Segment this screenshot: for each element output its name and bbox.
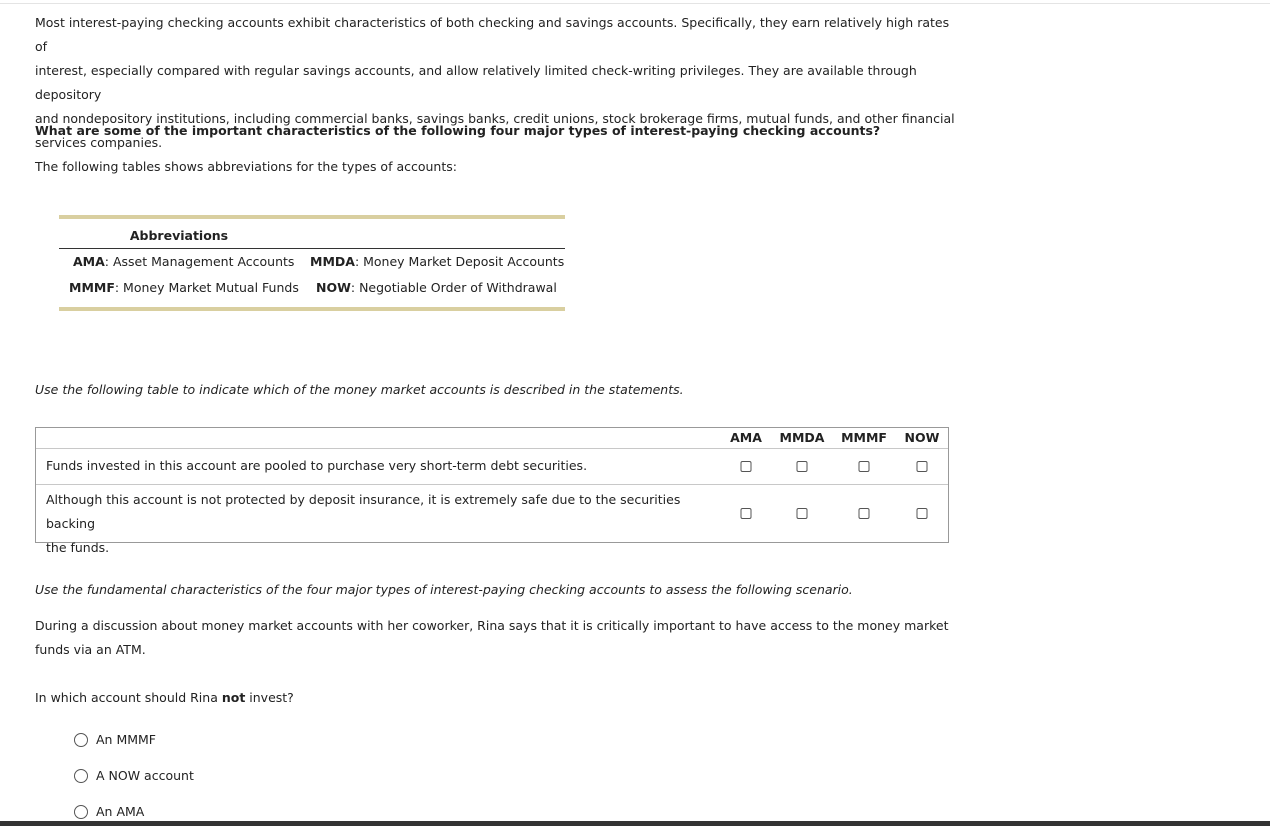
statement-2-line-1: Although this account is not protected by deposit insurance, it is extremely safe due to the securities backing: [46, 492, 681, 531]
question-heading: What are some of the important characteristics of the following four major types of interest-paying checking accounts?: [35, 123, 881, 138]
question-prompt: In which account should Rina not invest?: [35, 690, 294, 705]
column-header-now: NOW: [904, 430, 940, 445]
abbreviation-key: MMDA: [310, 254, 355, 269]
radio-button[interactable]: [74, 805, 88, 819]
statement-1: Funds invested in this account are pooled to purchase very short-term debt securities.: [46, 458, 588, 473]
bottom-bar: [0, 821, 1270, 826]
abbreviation-mmmf: MMMF: Money Market Mutual Funds: [69, 280, 299, 295]
statement-2-line-2: the funds.: [46, 540, 110, 555]
abbreviation-ama: AMA: Asset Management Accounts: [73, 254, 295, 269]
prompt-emphasis: not: [221, 690, 246, 705]
column-header-mmmf: MMMF: [841, 430, 887, 445]
intro-line-4: services companies.: [35, 135, 163, 150]
abbreviation-now: NOW: Negotiable Order of Withdrawal: [316, 280, 557, 295]
checkbox-row1-mmmf[interactable]: [859, 461, 870, 472]
checkbox-row1-now[interactable]: [917, 461, 928, 472]
column-header-ama: AMA: [730, 430, 762, 445]
row-divider: [36, 484, 948, 485]
abbreviation-meaning: Money Market Deposit Accounts: [363, 254, 565, 269]
intro-line-2: interest, especially compared with regular savings accounts, and allow relatively limited check-writing privileges. They are available through depository: [35, 63, 917, 102]
abbreviation-meaning: Money Market Mutual Funds: [123, 280, 299, 295]
abbreviation-key: MMMF: [69, 280, 115, 295]
checkbox-row2-now[interactable]: [917, 508, 928, 519]
table-instruction: Use the following table to indicate which of the money market accounts is described in the statements.: [35, 382, 684, 397]
top-divider: [0, 3, 1270, 4]
abbreviations-title: Abbreviations: [129, 228, 229, 243]
checkbox-row1-mmda[interactable]: [797, 461, 808, 472]
radio-button[interactable]: [74, 733, 88, 747]
intro-line-1: Most interest-paying checking accounts exhibit characteristics of both checking and savings accounts. Specifically, they earn relatively high rates of: [35, 15, 950, 54]
radio-button[interactable]: [74, 769, 88, 783]
statement-2: [46, 488, 726, 560]
abbreviation-key: AMA: [73, 254, 105, 269]
abbreviations-divider: [59, 248, 565, 249]
option-label: An MMMF: [96, 732, 156, 747]
header-divider: [36, 448, 948, 449]
abbreviation-meaning: Negotiable Order of Withdrawal: [359, 280, 557, 295]
intro-line-3: and nondepository institutions, including commercial banks, savings banks, credit unions, stock brokerage firms, mutual funds, and other financial: [35, 111, 955, 126]
abbreviation-key: NOW: [316, 280, 351, 295]
scenario-line-1: During a discussion about money market accounts with her coworker, Rina says that it is critically important to have access to the money market: [35, 618, 949, 633]
checkbox-row2-mmda[interactable]: [797, 508, 808, 519]
scenario-text: [35, 614, 965, 662]
scenario-instruction: Use the fundamental characteristics of the four major types of interest-paying checking accounts to assess the following scenario.: [35, 582, 853, 597]
column-header-mmda: MMDA: [779, 430, 825, 445]
checkbox-row2-mmmf[interactable]: [859, 508, 870, 519]
checkbox-row2-ama[interactable]: [741, 508, 752, 519]
abbreviation-meaning: Asset Management Accounts: [112, 254, 295, 269]
option-label: An AMA: [96, 804, 145, 819]
abbreviations-table: [59, 215, 565, 311]
option-label: A NOW account: [96, 768, 194, 783]
scenario-line-2: funds via an ATM.: [35, 642, 146, 657]
checkbox-row1-ama[interactable]: [741, 461, 752, 472]
tables-note: The following tables shows abbreviations for the types of accounts:: [35, 159, 457, 174]
account-matrix-table: [35, 427, 949, 555]
abbreviation-mmda: MMDA: Money Market Deposit Accounts: [310, 254, 565, 269]
